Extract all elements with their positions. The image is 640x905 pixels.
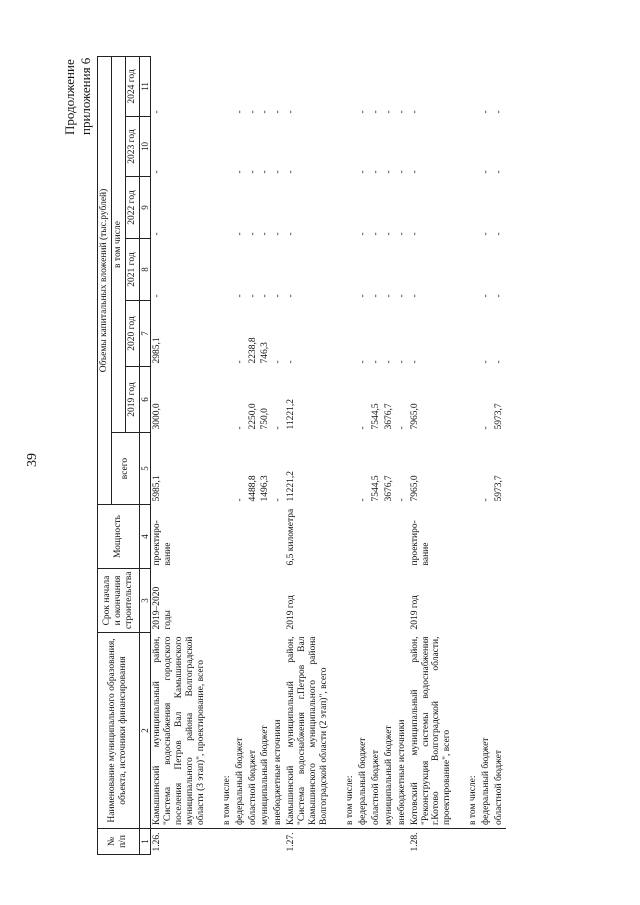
row-capacity [357,505,370,569]
table-row [409,56,455,854]
row-number [247,829,260,855]
row-value-2021: - [151,239,208,301]
row-value-2022: - [357,232,368,236]
row-value-2020: - [273,360,284,364]
column-number: 1 [139,829,150,855]
row-value-2020: - [494,360,505,364]
row-period [247,569,260,633]
table-row [208,56,234,854]
row-value-2024: - [383,110,394,114]
row-period [454,569,480,633]
row-name: Камышинский муниципальный район, "Система водоснабжения г.Петров Вал Камышинского муниципального района Волгоградской области (2 этап)", всего [286,636,330,825]
row-capacity [454,505,480,569]
row-total: 3676,7 [383,475,394,502]
table-row [285,56,331,854]
row-value-2022 [331,177,357,239]
row-value-2024: - [494,110,505,114]
row-value-2020 [454,301,480,367]
row-value-2024: - [151,56,208,116]
row-period [272,569,285,633]
row-number [383,829,396,855]
row-name: Котовский муниципальный район, "Реконструкция системы водоснабжения г.Котово Волгоградской области, проектирование", всего [409,636,453,825]
header-year: 2019 год [125,367,139,433]
row-value-2023: - [409,170,420,174]
row-capacity: проектиро-вание [409,520,431,566]
row-value-2020: - [383,360,394,364]
header-year: 2024 год [125,56,139,116]
row-period [383,569,396,633]
row-period: 2019–2020 годы [151,569,208,633]
row-value-2019: 5973,7 [494,403,505,430]
row-capacity: 6,5 километра [286,508,297,566]
row-value-2024 [454,56,480,116]
row-period [370,569,383,633]
row-period: 2019 год [409,595,420,630]
row-capacity [272,505,285,569]
page-number: 39 [25,453,40,467]
row-value-2022: - [370,232,381,236]
row-total [208,433,234,505]
row-value-2023 [208,117,234,177]
header-name: Наименование муниципального образования, объекта, источники финансирования [98,633,140,829]
header-period: Срок начала и окончания строительства [98,569,140,633]
row-name: муниципальный бюджет [383,725,394,825]
row-value-2023: - [357,170,368,174]
row-period [396,569,409,633]
row-value-2020: - [409,360,420,364]
row-value-2019 [454,367,480,433]
row-capacity [383,505,396,569]
table-row [331,56,357,854]
row-number [331,829,357,855]
row-value-2024: - [247,110,258,114]
row-value-2019: - [396,426,407,430]
header-total: всего [111,433,139,505]
row-value-2019: 7544,5 [370,403,381,430]
row-value-2020: - [234,360,245,364]
row-total: - [396,498,407,502]
row-value-2024: - [260,110,271,114]
header-year: 2021 год [125,239,139,301]
row-number [357,829,370,855]
row-name: в том числе: [345,775,356,825]
row-value-2022: - [409,232,420,236]
header-year: 2020 год [125,301,139,367]
row-value-2023: - [234,170,245,174]
row-value-2019: 3676,7 [383,403,394,430]
row-value-2024: - [370,110,381,114]
row-value-2022: - [273,232,284,236]
row-value-2024 [208,56,234,116]
row-value-2021: - [370,294,381,298]
row-name: внебюджетные источники [273,719,284,825]
table-row [357,56,370,854]
row-value-2020: - [370,360,381,364]
row-number [272,829,285,855]
row-total: 7965,0 [409,475,420,502]
row-value-2023: - [260,170,271,174]
row-value-2021: - [247,294,258,298]
row-value-2020: 2238,8 [247,337,258,364]
row-value-2022: - [260,232,271,236]
row-value-2021: - [234,294,245,298]
continuation-title: Продолжение приложения 6 [62,57,93,135]
row-value-2019: - [481,426,492,430]
table-body [151,56,506,854]
row-value-2024 [331,56,357,116]
row-value-2022: - [481,232,492,236]
column-number: 3 [139,569,150,633]
row-capacity [396,505,409,569]
row-number [493,829,506,855]
row-capacity [331,505,357,569]
row-name: областной бюджет [370,749,381,825]
row-value-2019: 7965,0 [409,403,420,430]
table-row [151,56,208,854]
row-value-2019: - [234,426,245,430]
row-number [259,829,272,855]
column-number: 10 [139,117,150,177]
row-name: Камышинский муниципальный район, "Система водоснабжения городского поселения Петров Вал Камышинского муниципального района Волгоградской области (3 этап)", проектирование, всего [151,633,208,829]
row-value-2022: - [151,177,208,239]
table-row [454,56,480,854]
row-value-2023: - [396,170,407,174]
row-period [480,569,493,633]
row-value-2019: 11221,2 [286,398,297,430]
row-value-2021: - [260,294,271,298]
row-capacity: проектиро-вание [151,505,208,569]
row-value-2021: - [481,294,492,298]
row-value-2019: - [273,426,284,430]
row-total [454,433,480,505]
table-row [247,56,260,854]
header-including: в том числе [111,56,125,432]
row-number [208,829,234,855]
row-capacity [480,505,493,569]
row-value-2019: 3000,0 [151,367,208,433]
row-value-2023: - [151,117,208,177]
table-row [370,56,383,854]
row-total: - [357,498,368,502]
row-value-2022: - [383,232,394,236]
row-value-2023 [454,117,480,177]
row-value-2020: - [286,360,297,364]
row-value-2022: - [286,232,297,236]
table-row [493,56,506,854]
row-period [259,569,272,633]
header-num: № п/п [98,829,140,855]
row-capacity [259,505,272,569]
row-value-2020 [208,301,234,367]
row-name: федеральный бюджет [234,737,245,825]
header-row-1 [98,56,112,854]
header-year: 2023 год [125,117,139,177]
row-value-2020: - [396,360,407,364]
row-value-2021: - [383,294,394,298]
row-name: внебюджетные источники [396,719,407,825]
row-name: федеральный бюджет [481,737,492,825]
table-row [396,56,409,854]
column-number: 7 [139,301,150,367]
row-value-2024: - [286,110,297,114]
row-total: - [481,498,492,502]
table-row [259,56,272,854]
row-value-2023: - [481,170,492,174]
row-value-2020 [331,301,357,367]
row-value-2023 [331,117,357,177]
row-value-2021: - [357,294,368,298]
row-value-2020: - [357,360,368,364]
row-value-2023: - [286,170,297,174]
row-number: 1.28. [409,829,455,855]
row-total: - [273,498,284,502]
row-value-2019: 750,0 [260,408,271,430]
row-capacity [234,505,247,569]
row-period [234,569,247,633]
row-total: 4488,8 [247,475,258,502]
row-value-2020: 2985,1 [151,301,208,367]
row-total: 1496,3 [260,475,271,502]
column-number: 11 [139,56,150,116]
row-number: 1.26. [151,829,208,855]
capital-investment-table [97,56,506,855]
row-value-2019 [208,367,234,433]
table-row [383,56,396,854]
row-value-2020: 746,3 [260,342,271,364]
row-value-2021 [454,239,480,301]
row-value-2019: 2250,0 [247,403,258,430]
table-row [234,56,247,854]
row-total: - [234,498,245,502]
header-volumes: Объемы капитальных вложений (тыс.рублей) [98,56,112,504]
row-period [357,569,370,633]
row-value-2024: - [234,110,245,114]
column-number: 9 [139,177,150,239]
row-number [370,829,383,855]
row-value-2023: - [494,170,505,174]
row-value-2021: - [273,294,284,298]
row-name: областной бюджет [247,749,258,825]
row-value-2022 [454,177,480,239]
row-name: федеральный бюджет [357,737,368,825]
row-value-2021 [208,239,234,301]
row-value-2019 [331,367,357,433]
row-total: 7544,5 [370,475,381,502]
table-row [272,56,285,854]
header-year: 2022 год [125,177,139,239]
row-name: в том числе: [221,775,232,825]
row-value-2023: - [273,170,284,174]
row-total: 11221,2 [286,470,297,502]
header-capacity: Мощность [98,505,140,569]
row-value-2024: - [409,110,420,114]
header-column-numbers [139,56,150,854]
row-capacity [247,505,260,569]
row-value-2022: - [396,232,407,236]
row-name: областной бюджет [494,749,505,825]
row-value-2023: - [383,170,394,174]
row-total: 5973,7 [494,475,505,502]
row-name: муниципальный бюджет [260,725,271,825]
row-value-2021 [331,239,357,301]
row-value-2023: - [370,170,381,174]
row-value-2024: - [481,110,492,114]
row-period [331,569,357,633]
row-value-2019: - [357,426,368,430]
row-value-2021: - [286,294,297,298]
row-number [480,829,493,855]
row-period [208,569,234,633]
row-capacity [493,505,506,569]
row-value-2024: - [357,110,368,114]
row-value-2021: - [494,294,505,298]
row-value-2024: - [396,110,407,114]
column-number: 4 [139,505,150,569]
row-period [493,569,506,633]
row-number [454,829,480,855]
row-value-2023: - [247,170,258,174]
row-number [396,829,409,855]
row-number: 1.27. [285,829,331,855]
table-row [480,56,493,854]
column-number: 8 [139,239,150,301]
row-capacity [370,505,383,569]
row-capacity [208,505,234,569]
row-value-2022: - [234,232,245,236]
row-value-2022: - [494,232,505,236]
row-value-2022: - [247,232,258,236]
row-period: 2019 год [286,595,297,630]
row-value-2021: - [396,294,407,298]
column-number: 5 [139,433,150,505]
row-total [331,433,357,505]
row-value-2020: - [481,360,492,364]
column-number: 2 [139,633,150,829]
column-number: 6 [139,367,150,433]
row-name: в том числе: [468,775,479,825]
row-value-2024: - [273,110,284,114]
row-value-2022 [208,177,234,239]
row-total: 5985,1 [151,433,208,505]
row-number [234,829,247,855]
row-value-2021: - [409,294,420,298]
